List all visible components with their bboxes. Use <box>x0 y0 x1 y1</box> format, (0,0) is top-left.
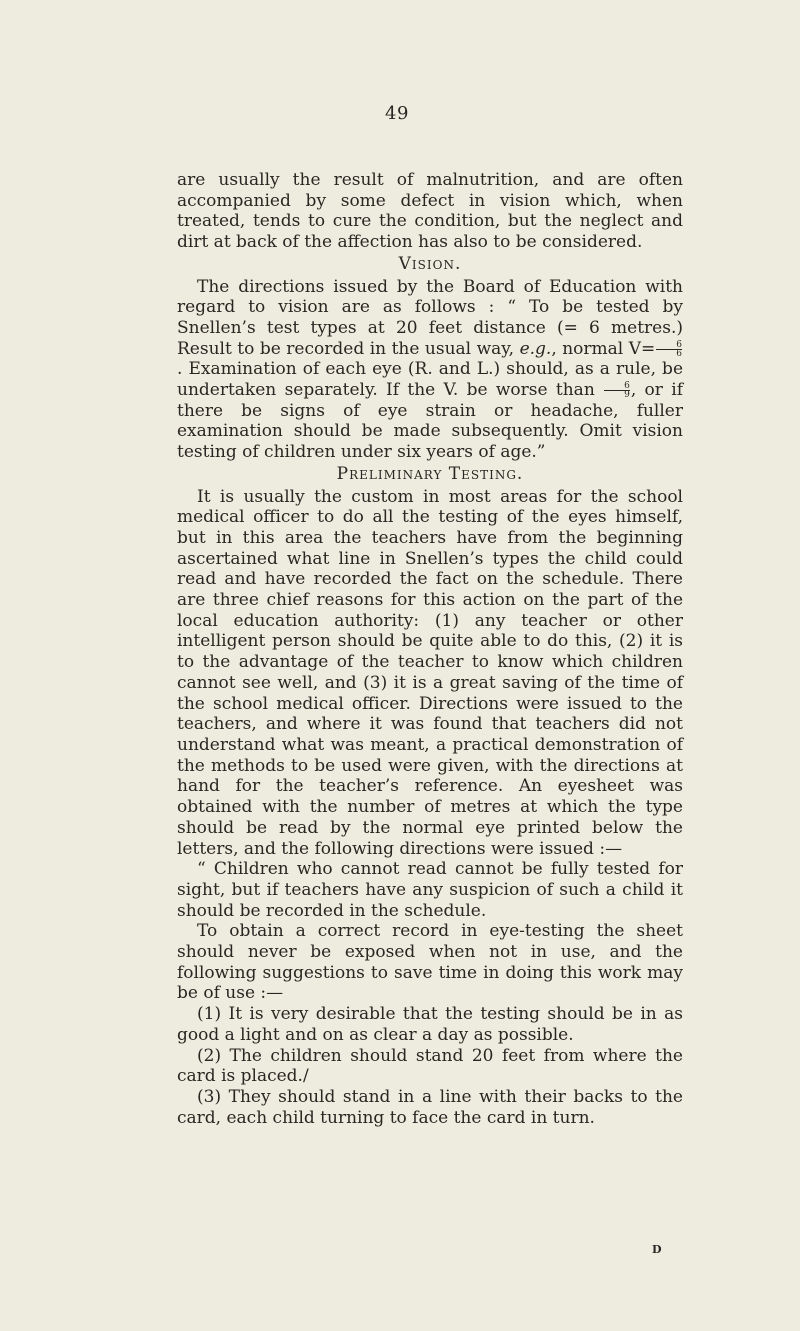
list-item-3: (3) They should stand in a line with their backs to the card, each child turning to face the card in turn. <box>177 1086 683 1128</box>
list-item-2: (2) The children should stand 20 feet from where the card is placed./ <box>177 1045 683 1087</box>
signature-mark: D <box>652 1243 662 1256</box>
fraction-normal-vision <box>656 341 682 358</box>
board-directions-part-1: The directions issued by the Board of Education with regard to vision are as follows : “ To be tested by Snellen’s test types at 20 feet distance (= 6 metres.) Result to be recorded in the usual way, <box>177 276 683 359</box>
fraction-worse-vision <box>604 382 630 399</box>
board-directions-part-2: , normal V= <box>551 338 656 359</box>
board-directions-part-3: . Examination of each eye (R. and L.) should, as a rule, be undertaken separately. If the V. be worse than <box>177 359 683 401</box>
board-directions-part-4: , or if there be signs of eye strain or headache, fuller examination should be made subsequently. Omit vision testing of children under six years of age.” <box>177 380 683 463</box>
fraction-worse-numerator: 6 <box>604 382 630 391</box>
paragraph-continuation: are usually the result of malnutrition, and are often accompanied by some defect in vision which, when treated, tends to cure the condition, but the neglect and dirt at back of the affection has also to be considered. <box>177 170 683 253</box>
heading-preliminary-testing: Preliminary Testing. <box>336 463 524 484</box>
fraction-normal-numerator: 6 <box>656 341 682 350</box>
page-number: 49 <box>385 103 409 124</box>
paragraph-custom: It is usually the custom in most areas for the school medical officer to do all the testing of the eyes himself, but in this area the teachers have from the beginning ascertained what line in Snellen’s types the child could read and have recorded the fact on the schedule. There are three chief reasons for this action on the part of the local education authority: (1) any teacher or other intelligent person should be quite able to do this, (2) it is to the advantage of the teacher to know which children cannot see well, and (3) it is a great saving of the time of the school medical officer. Directions were issued to the teachers, and where it was found that teachers did not understand what was meant, a practical demonstration of the methods to be used were given, with the directions at hand for the teacher’s reference. An eyesheet was obtained with the number of metres at which the type should be read by the normal eye printed below the letters, and the following directions were issued :— <box>177 486 683 859</box>
list-item-1: (1) It is very desirable that the testing should be in as good a light and on as clear a day as possible. <box>177 1004 683 1045</box>
body-text <box>177 170 683 1128</box>
paragraph-children-quote: “ Children who cannot read cannot be fully tested for sight, but if teachers have any suspicion of such a child it should be recorded in the schedule. <box>177 859 683 921</box>
heading-vision: Vision. <box>398 253 462 274</box>
fraction-normal-denominator: 6 <box>676 348 682 359</box>
eg-abbreviation: e.g. <box>519 338 552 359</box>
paragraph-correct-record: To obtain a correct record in eye-testing the sheet should never be exposed when not in use, and the following suggestions to save time in doing this work may be of use :— <box>177 921 683 1004</box>
paragraph-board-directions <box>177 277 683 463</box>
fraction-worse-denominator: 9 <box>624 390 630 401</box>
